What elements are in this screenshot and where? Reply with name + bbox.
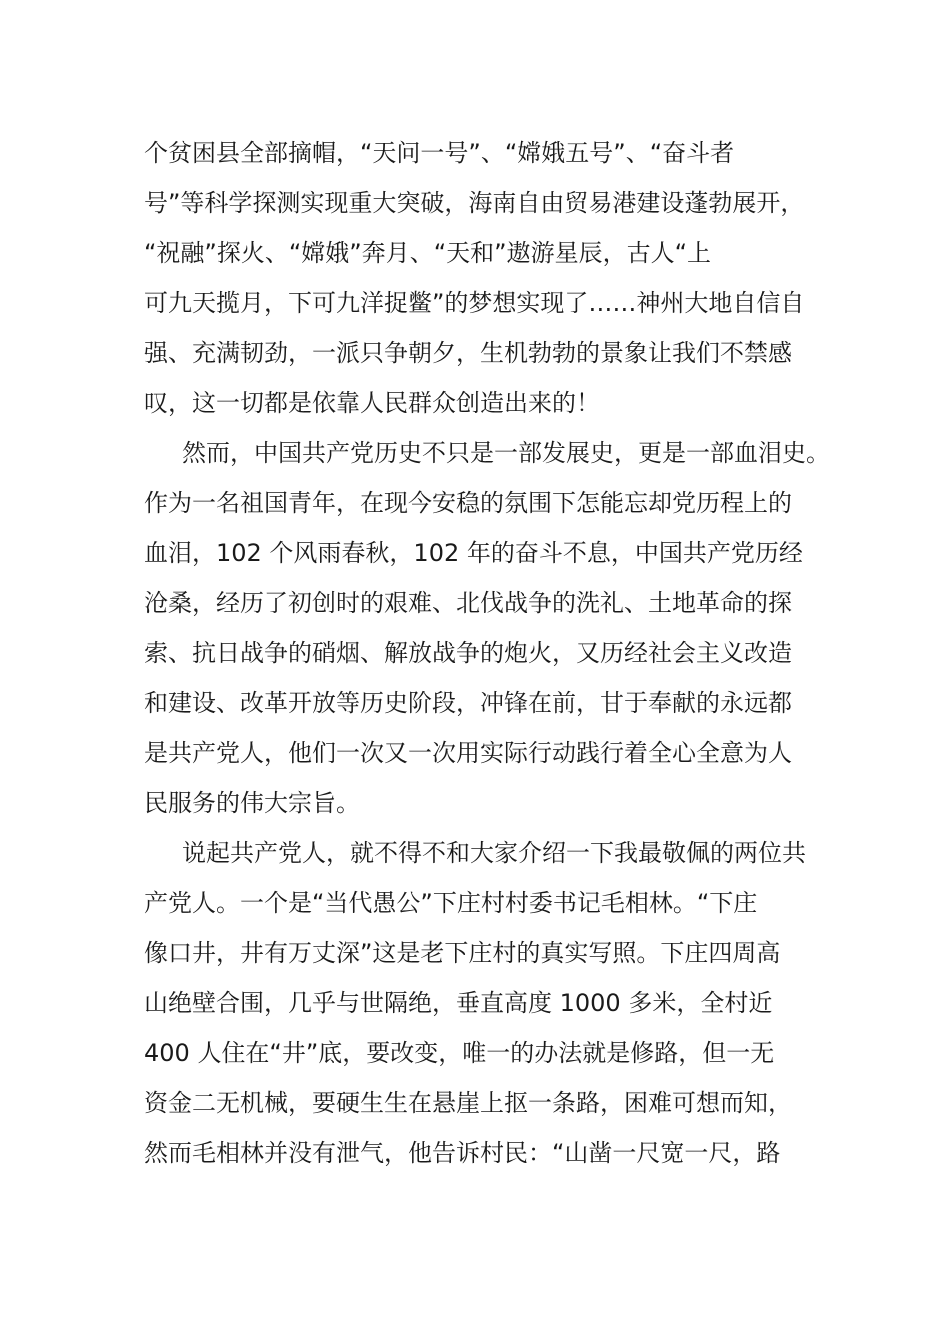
text-line: 和建设、改革开放等历史阶段，冲锋在前，甘于奉献的永远都 bbox=[144, 689, 792, 717]
text-line: 民服务的伟大宗旨。 bbox=[144, 789, 360, 817]
text-line: 可九天揽月，下可九洋捉鳖”的梦想实现了……神州大地自信自 bbox=[144, 289, 805, 317]
text-line: 然而毛相林并没有泄气，他告诉村民：“山凿一尺宽一尺，路 bbox=[144, 1139, 781, 1167]
text-line: 像口井，井有万丈深”这是老下庄村的真实写照。下庄四周高 bbox=[144, 939, 781, 967]
text-line: 沧桑，经历了初创时的艰难、北伐战争的洗礼、土地革命的探 bbox=[144, 589, 792, 617]
text-line: 个贫困县全部摘帽，“天问一号”、“嫦娥五号”、“奋斗者 bbox=[144, 139, 735, 167]
paragraph-first-line: 然而，中国共产党历史不只是一部发展史，更是一部血泪史。 bbox=[182, 439, 830, 467]
text-line: 血泪，102 个风雨春秋，102 年的奋斗不息，中国共产党历经 bbox=[144, 539, 803, 567]
text-line: 索、抗日战争的硝烟、解放战争的炮火，又历经社会主义改造 bbox=[144, 639, 792, 667]
text-line: 400 人住在“井”底，要改变，唯一的办法就是修路，但一无 bbox=[144, 1039, 775, 1067]
text-line: 作为一名祖国青年，在现今安稳的氛围下怎能忘却党历程上的 bbox=[144, 489, 792, 517]
text-line: 资金二无机械，要硬生生在悬崖上抠一条路，困难可想而知， bbox=[144, 1089, 792, 1117]
text-line: 号”等科学探测实现重大突破，海南自由贸易港建设蓬勃展开， bbox=[144, 189, 805, 217]
text-line: 是共产党人，他们一次又一次用实际行动践行着全心全意为人 bbox=[144, 739, 792, 767]
text-line: 山绝壁合围，几乎与世隔绝，垂直高度 1000 多米，全村近 bbox=[144, 989, 773, 1017]
text-line: 产党人。一个是“当代愚公”下庄村村委书记毛相林。“下庄 bbox=[144, 889, 758, 917]
text-line: 强、充满韧劲，一派只争朝夕，生机勃勃的景象让我们不禁感 bbox=[144, 339, 792, 367]
text-line: “祝融”探火、“嫦娥”奔月、“天和”遨游星辰，古人“上 bbox=[144, 239, 712, 267]
body-text bbox=[144, 128, 830, 1178]
paragraph-first-line: 说起共产党人，就不得不和大家介绍一下我最敬佩的两位共 bbox=[182, 839, 806, 867]
text-line: 叹，这一切都是依靠人民群众创造出来的！ bbox=[144, 389, 600, 417]
